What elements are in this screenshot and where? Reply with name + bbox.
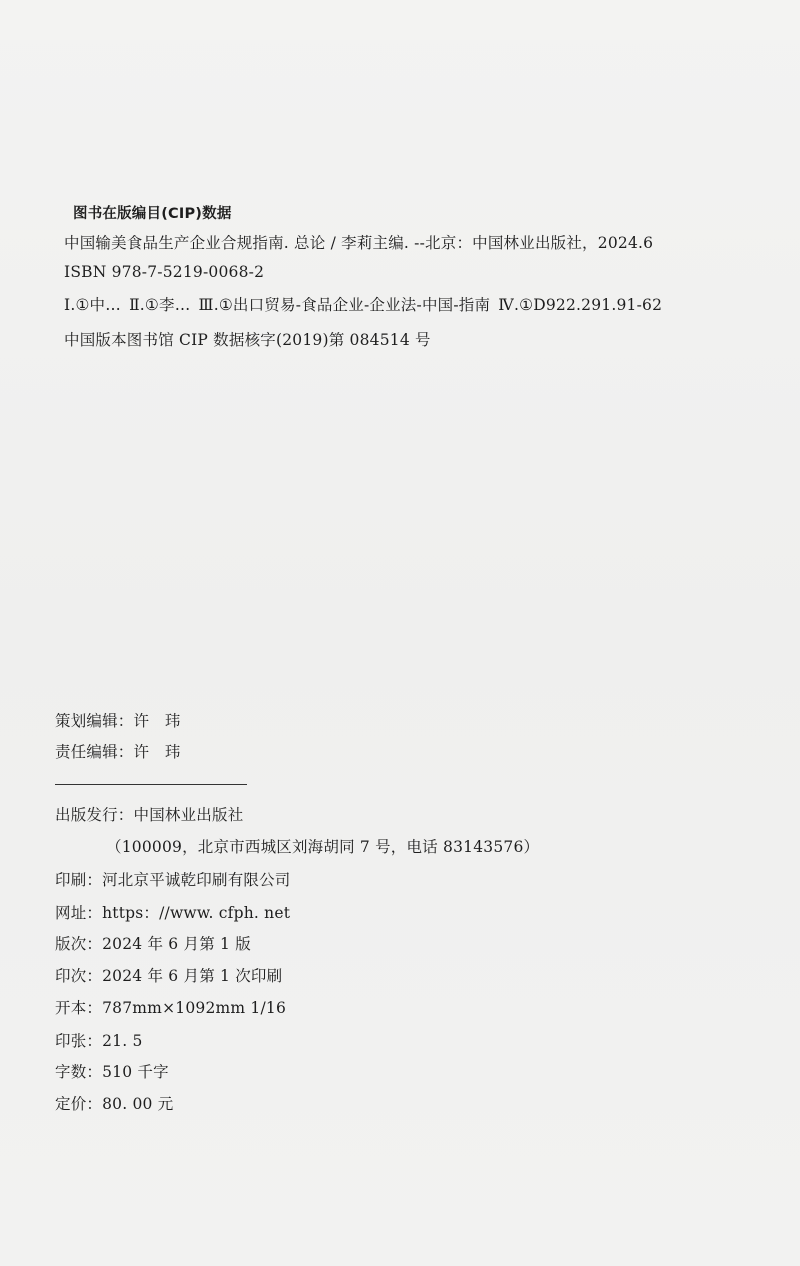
cip-heading: 图书在版编目(CIP)数据 — [73, 206, 232, 222]
publisher: 出版发行：中国林业出版社 — [55, 806, 244, 824]
cip-number: 中国版本图书馆 CIP 数据核字(2019)第 084514 号 — [64, 331, 431, 349]
word-count: 字数：510 千字 — [55, 1063, 169, 1081]
planning-editor: 策划编辑：许 玮 — [55, 712, 181, 730]
cip-title-line: 中国输美食品生产企业合规指南. 总论 / 李莉主编. --北京：中国林业出版社，2024.6 — [64, 234, 654, 252]
divider-line — [55, 784, 247, 785]
cip-classification: Ⅰ.①中… Ⅱ.①李… Ⅲ.①出口贸易-食品企业-企业法-中国-指南 Ⅳ.①D922.291.91-62 — [64, 296, 663, 314]
format: 开本：787mm×1092mm 1/16 — [55, 999, 287, 1017]
cip-isbn: ISBN 978-7-5219-0068-2 — [64, 263, 265, 281]
edition: 版次：2024 年 6 月第 1 版 — [55, 935, 251, 953]
price: 定价：80. 00 元 — [55, 1095, 174, 1113]
publisher-address: （100009，北京市西城区刘海胡同 7 号，电话 83143576） — [106, 838, 540, 856]
responsible-editor: 责任编辑：许 玮 — [55, 743, 181, 761]
printing: 印次：2024 年 6 月第 1 次印刷 — [55, 967, 283, 985]
website: 网址：https：//www. cfph. net — [55, 904, 291, 922]
sheets: 印张：21. 5 — [55, 1032, 143, 1050]
printer: 印刷：河北京平诚乾印刷有限公司 — [55, 871, 291, 889]
